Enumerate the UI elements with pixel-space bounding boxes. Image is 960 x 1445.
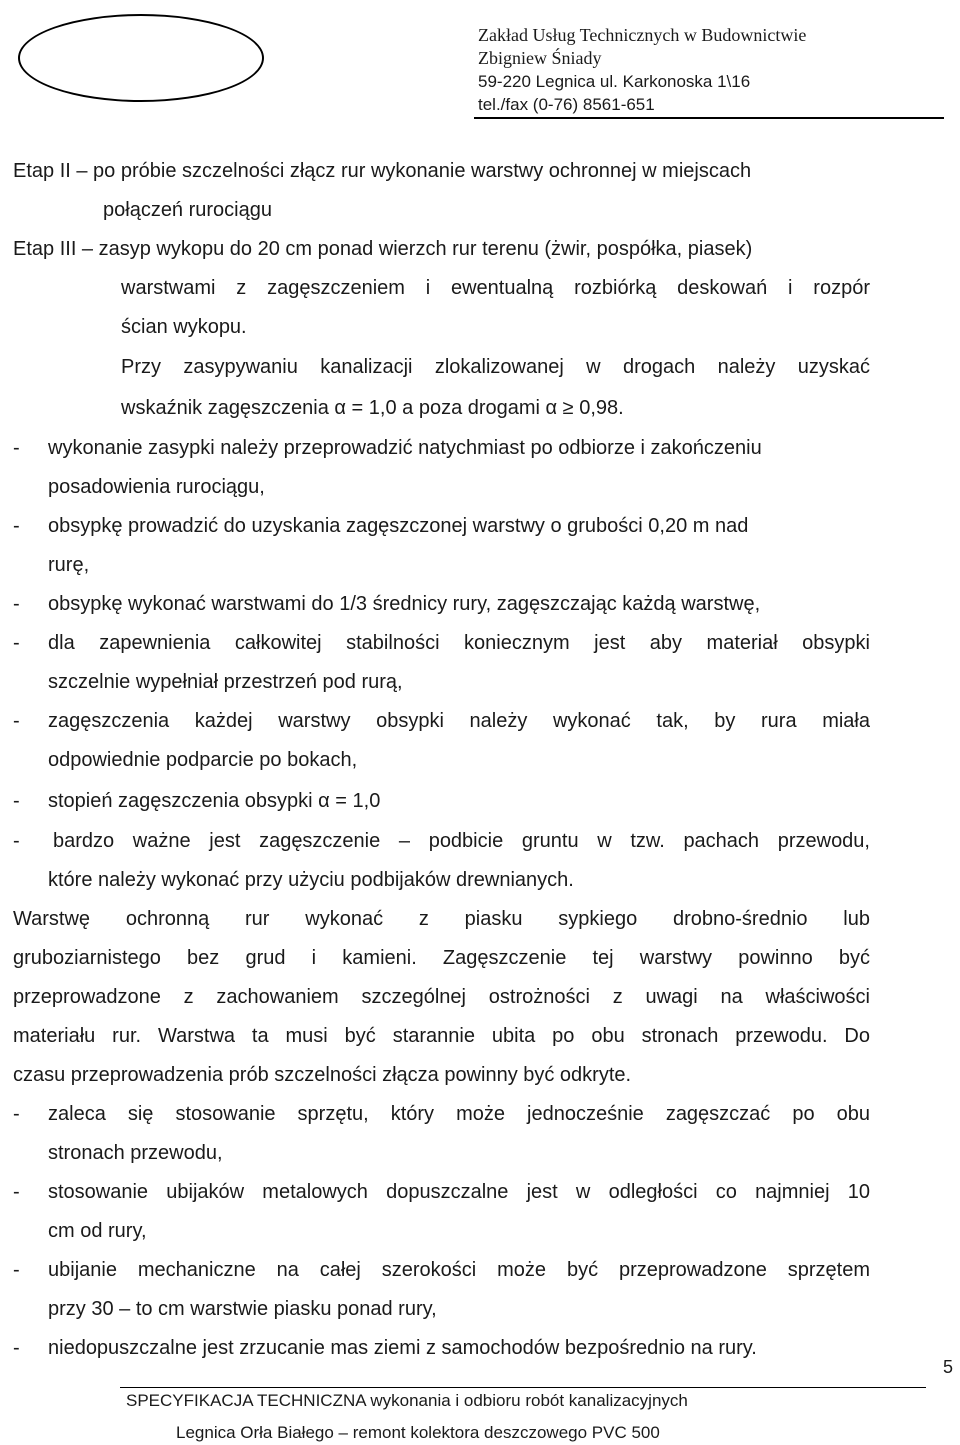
stage3-line2: warstwami z zagęszczeniem i ewentualną rozbiórką deskowań i rozpór	[121, 277, 870, 299]
stage3-line1: Etap III – zasyp wykopu do 20 cm ponad wierzch rur terenu (żwir, pospółka, piasek)	[13, 238, 753, 260]
bullet-line: stosowanie ubijaków metalowych dopuszczalne jest w odległości co najmniej 10	[48, 1181, 870, 1203]
bullet-line: szczelnie wypełniał przestrzeń pod rurą,	[48, 671, 403, 693]
company-address: 59-220 Legnica ul. Karkonoska 1\16	[478, 72, 751, 91]
footer-project-title: Legnica Orła Białego – remont kolektora deszczowego PVC 500	[176, 1423, 660, 1442]
logo-oval	[18, 14, 264, 102]
company-phone: tel./fax (0-76) 8561-651	[478, 95, 655, 114]
bullet-line: bardzo ważne jest zagęszczenie – podbicie gruntu w tzw. pachach przewodu,	[53, 830, 870, 852]
company-name: Zakład Usług Technicznych w Budownictwie	[478, 25, 807, 45]
bullet-line: wykonanie zasypki należy przeprowadzić natychmiast po odbiorze i zakończeniu	[48, 437, 762, 459]
bullet-line: ubijanie mechaniczne na całej szerokości może być przeprowadzone sprzętem	[48, 1259, 870, 1281]
bullet-dash: -	[13, 710, 20, 732]
bullet-dash: -	[13, 437, 20, 459]
bullet-line: stopień zagęszczenia obsypki α = 1,0	[48, 790, 381, 812]
bullet-line: cm od rury,	[48, 1220, 147, 1242]
footer-divider	[120, 1387, 926, 1388]
bullet-line: przy 30 – to cm warstwie piasku ponad rury,	[48, 1298, 437, 1320]
bullet-dash: -	[13, 1259, 20, 1281]
page-number: 5	[943, 1357, 954, 1377]
stage2-line2: połączeń rurociągu	[103, 199, 272, 221]
bullet-line: niedopuszczalne jest zrzucanie mas ziemi z samochodów bezpośrednio na rury.	[48, 1337, 757, 1359]
bullet-dash: -	[13, 830, 20, 852]
bullet-line: obsypkę prowadzić do uzyskania zagęszczonej warstwy o grubości 0,20 m nad	[48, 515, 749, 537]
stage3-line3: ścian wykopu.	[121, 316, 247, 338]
company-info	[478, 24, 806, 116]
bullet-line: zagęszczenia każdej warstwy obsypki należy wykonać tak, by rura miała	[48, 710, 870, 732]
bullet-line: zaleca się stosowanie sprzętu, który może jednocześnie zagęszczać po obu	[48, 1103, 870, 1125]
paragraph-line: gruboziarnistego bez grud i kamieni. Zagęszczenie tej warstwy powinno być	[13, 947, 870, 969]
paragraph-line: materiału rur. Warstwa ta musi być starannie ubita po obu stronach przewodu. Do	[13, 1025, 870, 1047]
bullet-line: stronach przewodu,	[48, 1142, 223, 1164]
bullet-line: rurę,	[48, 554, 90, 576]
bullet-dash: -	[13, 790, 20, 812]
paragraph-line: Warstwę ochronną rur wykonać z piasku sypkiego drobno-średnio lub	[13, 908, 870, 930]
bullet-line: które należy wykonać przy użyciu podbijaków drewnianych.	[48, 869, 574, 891]
bullet-dash: -	[13, 632, 20, 654]
stage3-note1: Przy zasypywaniu kanalizacji zlokalizowanej w drogach należy uzyskać	[121, 356, 870, 378]
stage2-line1: Etap II – po próbie szczelności złącz rur wykonanie warstwy ochronnej w miejscach	[13, 160, 752, 182]
bullet-dash: -	[13, 1181, 20, 1203]
paragraph-line: czasu przeprowadzenia prób szczelności złącza powinny być odkryte.	[13, 1064, 632, 1086]
stage3-note2: wskaźnik zagęszczenia α = 1,0 a poza drogami α ≥ 0,98.	[121, 397, 624, 419]
header-divider	[474, 117, 944, 119]
bullet-dash: -	[13, 1337, 20, 1359]
bullet-line: dla zapewnienia całkowitej stabilności koniecznym jest aby materiał obsypki	[48, 632, 870, 654]
bullet-line: obsypkę wykonać warstwami do 1/3 średnicy rury, zagęszczając każdą warstwę,	[48, 593, 761, 615]
paragraph-line: przeprowadzone z zachowaniem szczególnej ostrożności z uwagi na właściwości	[13, 986, 870, 1008]
company-owner: Zbigniew Śniady	[478, 48, 602, 68]
bullet-dash: -	[13, 593, 20, 615]
bullet-line: odpowiednie podparcie po bokach,	[48, 749, 358, 771]
bullet-dash: -	[13, 515, 20, 537]
bullet-dash: -	[13, 1103, 20, 1125]
footer-spec-title: SPECYFIKACJA TECHNICZNA wykonania i odbioru robót kanalizacyjnych	[126, 1391, 688, 1410]
letterhead	[0, 0, 960, 120]
bullet-line: posadowienia rurociągu,	[48, 476, 265, 498]
